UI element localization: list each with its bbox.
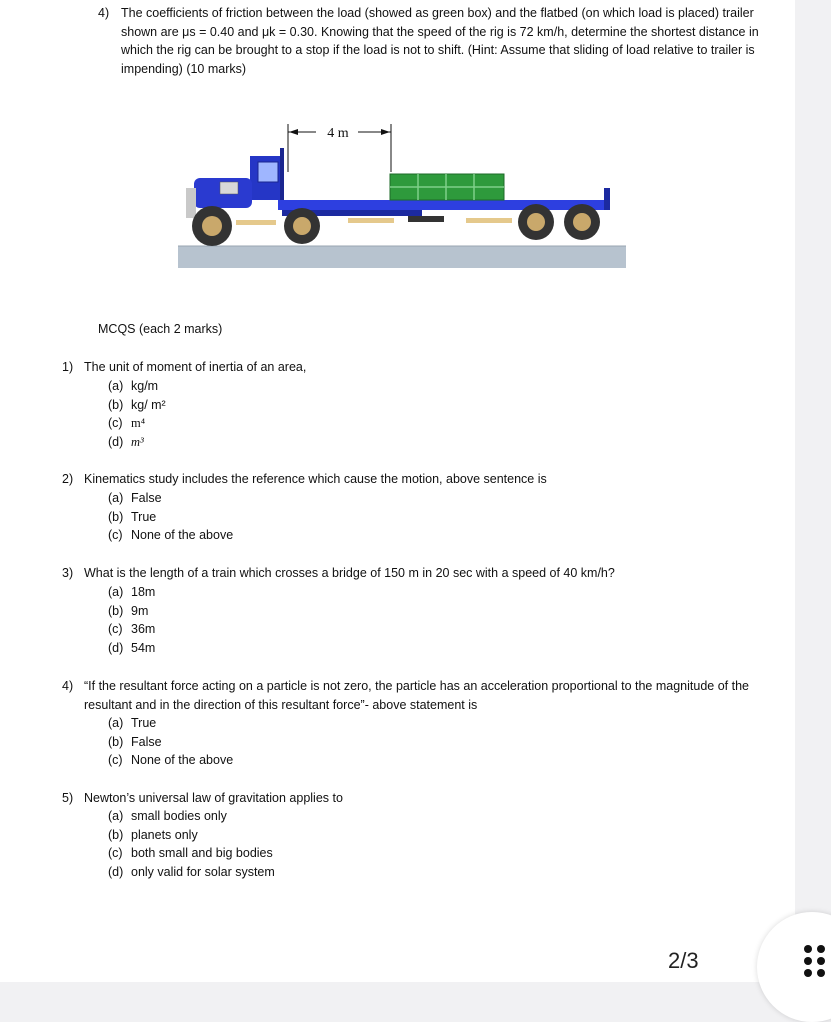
option-text: only valid for solar system xyxy=(131,865,275,880)
option-text: False xyxy=(131,491,162,505)
option-text: kg/m xyxy=(131,379,159,393)
mcq-options-1 xyxy=(108,377,166,452)
problem-number: 4) xyxy=(98,6,110,20)
option-text: True xyxy=(131,716,157,730)
option-label: (b) xyxy=(108,603,124,618)
flatbed xyxy=(278,200,608,210)
mcq-options-3 xyxy=(108,583,155,658)
mcq-options-2 xyxy=(108,489,233,545)
option-text: 54m xyxy=(131,641,156,656)
option-a xyxy=(108,807,275,826)
option-b xyxy=(108,508,233,527)
option-label: (c) xyxy=(108,416,123,431)
dimension-label: 4 m xyxy=(327,126,349,141)
option-c xyxy=(108,526,233,545)
option-text: 9m xyxy=(131,603,149,618)
option-a xyxy=(108,377,166,396)
question-text: What is the length of a train which crosses a bridge of 150 m in 20 sec with a speed of 40 km/h? xyxy=(84,566,615,580)
option-label: (d) xyxy=(108,641,124,656)
option-text: both small and big bodies xyxy=(131,846,273,861)
option-label: (c) xyxy=(108,528,123,543)
problem-text: The coefficients of friction between the load (showed as green box) and the flatbed (on which load is placed) trailer shown are μs = 0.40 and μk = 0.30. Knowing that the speed of the rig is 72 km/h, determine the shortest distance in which the rig can be brought to a stop if the load is not to shift. (Hint: Assume that sliding of load relative to trailer is impending) (10 marks) xyxy=(121,6,759,76)
option-text: planets only xyxy=(131,827,198,842)
option-label: (c) xyxy=(108,846,123,861)
option-c xyxy=(108,751,233,770)
option-text: None of the above xyxy=(131,753,234,768)
option-label: (a) xyxy=(108,716,124,730)
question-number: 2) xyxy=(62,472,74,486)
option-b xyxy=(108,602,155,621)
option-text: False xyxy=(131,734,162,749)
option-b xyxy=(108,826,275,845)
option-text: True xyxy=(131,509,157,524)
option-label: (a) xyxy=(108,585,124,599)
question-text: Kinematics study includes the reference which cause the motion, above sentence is xyxy=(84,472,547,486)
option-label: (a) xyxy=(108,379,124,393)
option-a xyxy=(108,583,155,602)
option-d xyxy=(108,863,275,882)
more-dots-icon[interactable] xyxy=(804,945,828,977)
option-label: (d) xyxy=(108,865,124,880)
mcq-options-5 xyxy=(108,807,275,882)
option-label: (b) xyxy=(108,509,124,524)
ground xyxy=(178,246,626,268)
option-text: 36m xyxy=(131,622,156,637)
option-label: (a) xyxy=(108,491,124,505)
option-text: None of the above xyxy=(131,528,234,543)
option-label: (d) xyxy=(108,435,124,450)
option-a xyxy=(108,489,233,508)
option-label: (b) xyxy=(108,734,124,749)
option-text: m⁴ xyxy=(131,416,146,431)
page-indicator: 2/3 xyxy=(668,948,699,973)
question-number: 3) xyxy=(62,566,74,580)
option-c xyxy=(108,844,275,863)
truck-figure xyxy=(176,120,628,270)
option-label: (a) xyxy=(108,809,124,823)
option-text: m³ xyxy=(131,435,144,450)
option-text: kg/ m² xyxy=(131,397,166,412)
option-b xyxy=(108,733,233,752)
option-b xyxy=(108,396,166,415)
option-text: 18m xyxy=(131,585,156,599)
mcq-heading: MCQS (each 2 marks) xyxy=(98,322,223,336)
option-label: (b) xyxy=(108,397,124,412)
question-number: 1) xyxy=(62,360,74,374)
option-label: (b) xyxy=(108,827,124,842)
option-label: (c) xyxy=(108,622,123,637)
option-text: small bodies only xyxy=(131,809,227,823)
option-d xyxy=(108,639,155,658)
option-d xyxy=(108,433,166,452)
question-text: The unit of moment of inertia of an area, xyxy=(84,360,307,374)
question-text: Newton’s universal law of gravitation applies to xyxy=(84,791,343,805)
option-label: (c) xyxy=(108,753,123,768)
question-number: 4) xyxy=(62,679,74,693)
question-number: 5) xyxy=(62,791,74,805)
option-a xyxy=(108,714,233,733)
green-load xyxy=(390,174,504,200)
question-text: “If the resultant force acting on a particle is not zero, the particle has an acceleration proportional to the magnitude of the resultant and in the direction of this resultant force”- above statement is xyxy=(84,679,749,712)
option-c xyxy=(108,414,166,433)
option-c xyxy=(108,620,155,639)
mcq-options-4 xyxy=(108,714,233,770)
